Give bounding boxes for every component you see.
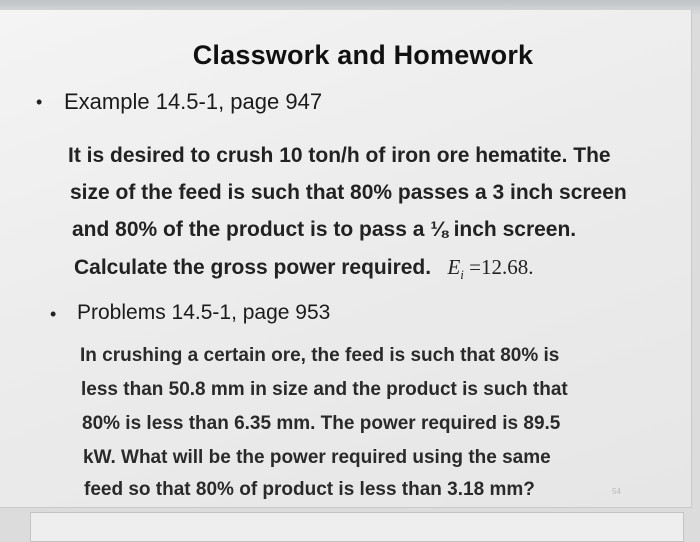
problem-line-3: 80% is less than 6.35 mm. The power required is 89.5 xyxy=(82,413,561,434)
example-heading: Example 14.5-1, page 947 xyxy=(64,89,323,114)
bullet-problem: • xyxy=(50,304,57,324)
example-line-4-text: Calculate the gross power required. xyxy=(74,256,432,279)
bullet-example: • xyxy=(36,92,43,112)
example-line-3: and 80% of the product is to pass a ⅛ inch screen. xyxy=(72,218,577,241)
formula-var: E xyxy=(447,255,461,279)
example-line-4 xyxy=(74,255,533,283)
formula-value: =12.68. xyxy=(469,255,534,279)
problem-line-4: kW. What will be the power required using the same xyxy=(83,447,551,468)
problem-line-1: In crushing a certain ore, the feed is such that 80% is xyxy=(80,345,560,366)
formula-sub: i xyxy=(460,267,464,283)
slide-title: Classwork and Homework xyxy=(192,40,534,70)
example-line-2: size of the feed is such that 80% passes a 3 inch screen xyxy=(70,181,627,204)
next-slide-edge xyxy=(30,512,684,542)
problem-heading: Problems 14.5-1, page 953 xyxy=(77,301,331,324)
energy-formula xyxy=(437,255,534,283)
slide-number: 54 xyxy=(612,487,621,496)
problem-line-2: less than 50.8 mm in size and the product is such that xyxy=(81,379,568,400)
example-line-1: It is desired to crush 10 ton/h of iron ore hematite. The xyxy=(68,144,611,167)
problem-line-5: feed so that 80% of product is less than 3.18 mm? xyxy=(84,479,535,500)
